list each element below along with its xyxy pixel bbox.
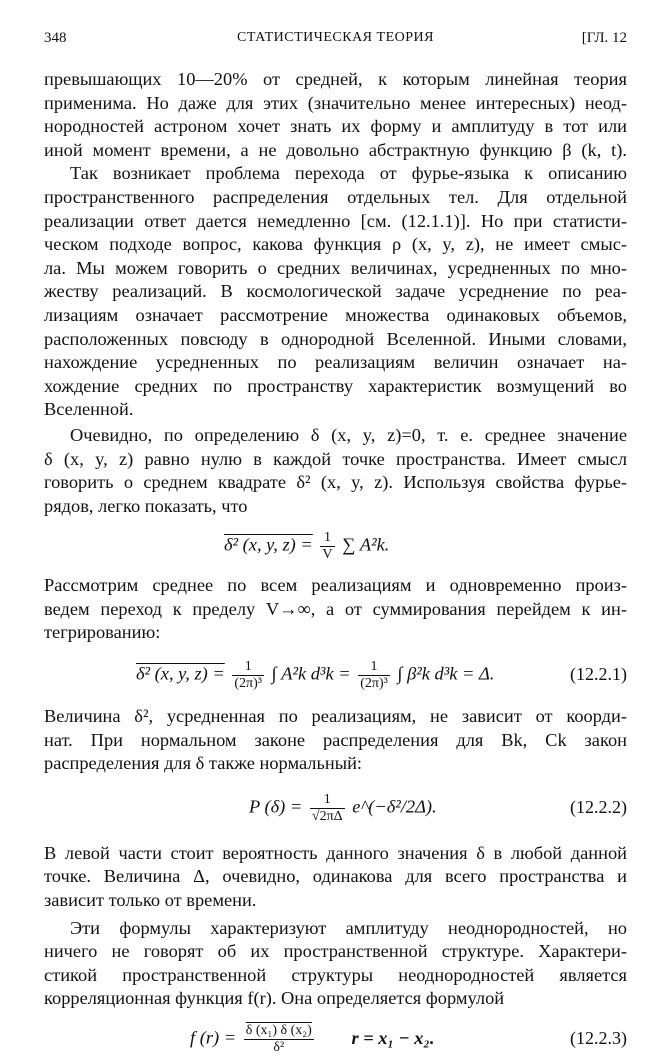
text-line: Вселенной. [44, 399, 134, 420]
equation-12-2-3 [44, 1019, 627, 1063]
paragraph-2 [44, 162, 627, 422]
text-line: применима. Но даже для этих (значительно менее интересных) неод- [44, 92, 627, 113]
running-header [44, 30, 627, 52]
text-line: Рассмотрим среднее по всем реализациям и одновременно произ- [44, 575, 627, 596]
eq-rhs: ∑ A²k. [342, 535, 390, 555]
eq-mid: ∫ A²k d³k = [271, 663, 351, 684]
text-line: реализации ответ дается немедленно [см. (12.1.1)]. Но при статисти- [44, 210, 627, 231]
text-line: лизациям означает рассмотрение множества одинаковых объемов, [44, 304, 627, 325]
text-line: пространственного распределения отдельных тел. Для отдельной [44, 186, 627, 207]
equation-mean-square [44, 524, 627, 564]
eq-fraction: $\frac{1}{√2\pi\Delta}$ [311, 791, 343, 824]
text-line: Очевидно, по определению δ (x, y, z)=0, т. е. среднее значение [70, 424, 627, 445]
text-line: Величина δ², усредненная по реализациям, не зависит от коорди- [44, 706, 627, 727]
eq-lhs: δ² (x, y, z) = [136, 663, 225, 684]
page-body [44, 68, 627, 1063]
text-line: иной момент времени, а не довольно абстрактную функцию β (k, t). [44, 139, 627, 160]
running-title: СТАТИСТИЧЕСКАЯ ТЕОРИЯ [237, 30, 434, 45]
eq-lhs: P (δ) = [249, 796, 303, 817]
paragraph-7 [44, 917, 627, 1011]
paragraph-4 [44, 574, 627, 645]
eq-fraction: $\frac{\text{δ (x₁) δ (x₂)}}{\text{δ²}}$ [245, 1023, 312, 1055]
equation-number: (12.2.3) [570, 1028, 627, 1048]
text-line: ничего не говорят об их пространственной структуре. Характери- [44, 941, 627, 962]
eq-rhs: r = x₁ − x₂. [351, 1027, 435, 1048]
text-line: нат. При нормальном законе распределения для Bk, Ck закон [44, 729, 627, 750]
eq-rhs: e^(−δ²/2Δ). [352, 796, 437, 817]
eq-rhs: ∫ β²k d³k = Δ. [397, 663, 495, 684]
eq-fraction: $\frac{1}{V}$ [322, 530, 333, 563]
text-line: Так возникает проблема перехода от фурье-языка к описанию [70, 163, 627, 184]
text-line: тегрированию: [44, 622, 161, 643]
paragraph-1 [44, 68, 627, 162]
text-line: В левой части стоит вероятность данного значения δ в любой данной [44, 842, 627, 863]
eq-lhs: δ² (x, y, z) = [224, 535, 313, 555]
text-line: зависит только от времени. [44, 890, 257, 911]
equation-12-2-1 [44, 653, 627, 695]
paragraph-3 [44, 424, 627, 518]
text-line: ведем переход к пределу V→∞, а от суммирования перейдем к ин- [44, 598, 627, 619]
text-line: расположенных повсюду в однородной Вселенной. Иными словами, [44, 328, 627, 349]
text-line: стикой пространственной структуры неоднородностей является [44, 964, 627, 985]
text-line: распределения для δ также нормальный: [44, 753, 363, 774]
equation-number: (12.2.1) [570, 664, 627, 685]
text-line: точке. Величина Δ, очевидно, одинакова для всего пространства и [44, 866, 627, 887]
text-line: превышающих 10—20% от средней, к которым линейная теория [44, 69, 627, 89]
text-line: говорить о среднем квадрате δ² (x, y, z). Используя свойства фурье- [44, 472, 627, 493]
equation-12-2-2 [44, 784, 627, 830]
text-line: рядов, легко показать, что [44, 495, 248, 516]
paragraph-5 [44, 705, 627, 776]
eq-fraction: $\frac{1}{\text{(2π)³}}$ [234, 659, 262, 692]
text-line: нахождение усредненных по реализациям величин означает на- [44, 352, 627, 373]
text-line: ческом подходе вопрос, какова функция ρ (x, y, z), не имеет смыс- [44, 234, 627, 255]
text-line: δ (x, y, z) равно нулю в каждой точке пространства. Имеет смысл [44, 448, 627, 469]
text-line: нородностей астроном хочет знать их форму и амплитуду в тот или [44, 116, 627, 137]
equation-number: (12.2.2) [570, 796, 627, 817]
page-number: 348 [44, 30, 67, 46]
text-line: жеству реализаций. В космологической задаче усреднение по реа- [44, 281, 627, 302]
text-line: хождение средних по пространству характеристик возмущений во [44, 375, 627, 396]
chapter-label: [ГЛ. 12 [581, 30, 627, 46]
text-line: Эти формулы характеризуют амплитуду неоднородностей, но [70, 917, 627, 938]
paragraph-6 [44, 842, 627, 913]
eq-lhs: f (r) = [190, 1027, 237, 1048]
eq-fraction: $\frac{1}{\text{(2π)³}}$ [360, 659, 388, 692]
text-line: ла. Мы можем говорить о средних величинах, усредненных по мно- [44, 257, 627, 278]
text-line: корреляционная функция f(r). Она определяется формулой [44, 988, 505, 1009]
